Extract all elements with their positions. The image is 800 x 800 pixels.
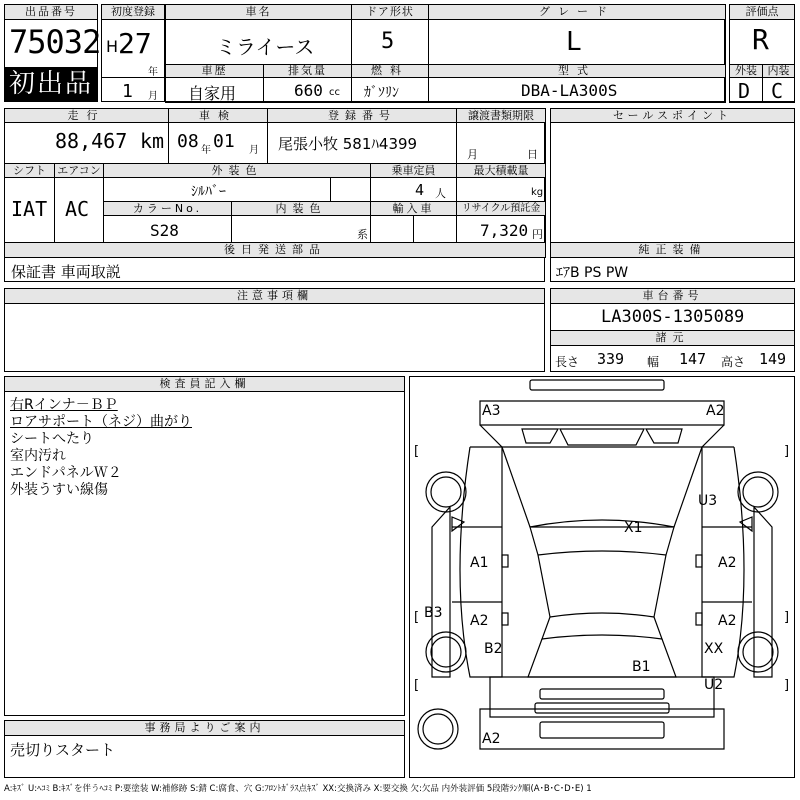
inspector-block	[4, 376, 405, 716]
fuel-label: 燃料	[351, 64, 429, 78]
model: DBA-LA300S	[521, 81, 618, 100]
transfer-day-unit: 日	[527, 148, 538, 161]
displacement: 660	[294, 81, 323, 100]
displacement-unit: cc	[329, 87, 340, 98]
int-color-unit: 系	[357, 228, 368, 241]
fuel: ｶﾞｿﾘﾝ	[364, 85, 399, 101]
color-no-label: カラーNo.	[103, 201, 232, 216]
reg-year: 27	[118, 27, 152, 60]
bracket-mark: ]	[784, 678, 790, 693]
mileage: 88,467	[55, 129, 128, 153]
capacity-unit: 人	[435, 187, 446, 200]
color-no: S28	[150, 221, 179, 240]
bracket-mark: ]	[784, 444, 790, 459]
doors: 5	[381, 29, 395, 54]
length-value: 339	[597, 350, 625, 368]
recycle-fee: 7,320	[480, 221, 529, 240]
inspector-line: エンドパネルＷ２	[10, 465, 122, 481]
inspection-month: 01	[213, 131, 235, 152]
transfer-label: 譲渡書類期限	[456, 108, 546, 123]
registration-number: 尾張小牧 581ﾊ4399	[278, 135, 418, 153]
max-load-unit: kg	[531, 187, 544, 198]
notes-label: 注意事項欄	[4, 288, 545, 304]
interior-grade: C	[771, 79, 784, 103]
first-listing-badge: 初出品	[5, 67, 97, 101]
car-diagram	[409, 376, 795, 778]
width-label: 幅	[647, 355, 660, 369]
grade: L	[566, 27, 582, 57]
damage-mark: A3	[482, 403, 501, 419]
damage-mark: A2	[718, 555, 737, 571]
recycle-label: リサイクル預託金	[456, 201, 546, 216]
import-label: 輸入車	[370, 201, 457, 216]
damage-mark: A2	[482, 731, 501, 747]
transfer-month-unit: 月	[467, 148, 478, 161]
damage-mark: X1	[624, 520, 643, 536]
first-registration-block	[101, 4, 165, 102]
grade-label: グレード	[428, 4, 726, 20]
chassis-number: LA300S-1305089	[601, 307, 745, 327]
damage-mark: A2	[718, 613, 737, 629]
chassis-block	[550, 288, 795, 372]
recycle-unit: 円	[532, 228, 543, 241]
legend-text: A:ｷｽﾞ U:ﾍｺﾐ B:ｷｽﾞを伴うﾍｺﾐ P:要塗装 W:補修跡 S:錆 C:腐食、穴 G:ﾌﾛﾝﾄｶﾞﾗｽ点ｷｽﾞ XX:交換済み X:要交換 欠:欠品 内外装評価 5段階ﾗﾝｸ順(A･B･C･D･E) 1	[4, 784, 592, 794]
genuine-equipment-label: 純正装備	[550, 242, 795, 258]
sales-point-block	[550, 108, 795, 282]
damage-mark: A2	[706, 403, 725, 419]
car-diagram-svg	[410, 377, 794, 777]
inspection-year: 08	[177, 131, 199, 152]
dimensions-label: 諸元	[550, 330, 795, 346]
damage-mark: B2	[484, 641, 503, 657]
sales-point-label: セールスポイント	[550, 108, 795, 123]
score: R	[752, 23, 769, 56]
shift-label: シフト	[4, 163, 55, 178]
damage-mark: A1	[470, 555, 489, 571]
capacity: 4	[415, 181, 425, 199]
capacity-label: 乗車定員	[370, 163, 457, 178]
damage-mark: B3	[424, 605, 443, 621]
inspector-line: ロアサポート（ネジ）曲がり	[10, 414, 192, 430]
office-block	[4, 720, 405, 778]
chassis-label: 車台番号	[550, 288, 795, 304]
model-label: 型式	[428, 64, 726, 78]
damage-mark: XX	[704, 641, 724, 657]
length-label: 長さ	[555, 355, 580, 369]
bracket-mark: [	[414, 610, 420, 625]
shift: IAT	[11, 197, 48, 221]
later-parts-value: 保証書 車両取説	[11, 263, 121, 281]
car-name: ミライース	[216, 35, 315, 59]
inspector-line: 右Rインナ－ＢＰ	[10, 397, 118, 413]
registration-label: 登録番号	[267, 108, 457, 123]
displacement-label: 排気量	[263, 64, 352, 78]
aircon: AC	[65, 197, 90, 221]
history-label: 車歴	[165, 64, 264, 78]
height-value: 149	[759, 350, 787, 368]
ext-color-label: 外装色	[103, 163, 371, 178]
doors-label: ドア形状	[351, 4, 429, 20]
inspector-line: 外装うすい線傷	[10, 482, 108, 498]
damage-mark: U2	[704, 677, 724, 693]
damage-mark: U3	[698, 493, 718, 509]
lot-number: 75032	[9, 23, 101, 61]
month-unit: 月	[148, 91, 158, 102]
inspector-line: 室内汚れ	[10, 448, 66, 464]
bracket-mark: [	[414, 444, 420, 459]
vehicle-info-block	[165, 4, 725, 102]
interior-label: 内装	[762, 64, 795, 78]
genuine-equipment-value: ｴｱB PS PW	[556, 265, 629, 281]
max-load-label: 最大積載量	[456, 163, 546, 178]
mileage-label: 走行	[4, 108, 169, 123]
inspector-lines	[10, 397, 192, 499]
lot-label: 出品番号	[4, 4, 98, 20]
history: 自家用	[188, 84, 237, 103]
year-unit: 年	[148, 67, 158, 78]
width-value: 147	[679, 350, 707, 368]
lot-block	[4, 4, 101, 102]
car-name-label: 車名	[165, 4, 352, 20]
exterior-grade: D	[738, 79, 751, 103]
ext-color: ｼﾙﾊﾞｰ	[191, 184, 226, 200]
office-label: 事務局よりご案内	[4, 720, 405, 736]
mileage-unit: km	[140, 129, 165, 153]
aircon-label: エアコン	[54, 163, 104, 178]
exterior-label: 外装	[729, 64, 763, 78]
height-label: 高さ	[721, 355, 746, 369]
score-block	[729, 4, 795, 102]
era: H	[106, 37, 119, 56]
inspector-line: シートへたり	[10, 431, 94, 447]
details-block	[4, 108, 545, 282]
inspection-year-unit: 年	[201, 145, 211, 156]
inspector-label: 検査員記入欄	[4, 376, 405, 392]
score-label: 評価点	[729, 4, 795, 20]
later-parts-label: 後日発送部品	[4, 242, 546, 258]
bracket-mark: ]	[784, 610, 790, 625]
damage-mark: B1	[632, 659, 651, 675]
damage-mark: A2	[470, 613, 489, 629]
first-reg-label: 初度登録	[101, 4, 165, 20]
office-value: 売切りスタート	[10, 741, 116, 759]
int-color-label: 内装色	[231, 201, 371, 216]
inspection-label: 車検	[168, 108, 268, 123]
bracket-mark: [	[414, 678, 420, 693]
inspection-month-unit: 月	[249, 145, 259, 156]
notes-block	[4, 288, 545, 372]
reg-month: 1	[122, 81, 133, 102]
